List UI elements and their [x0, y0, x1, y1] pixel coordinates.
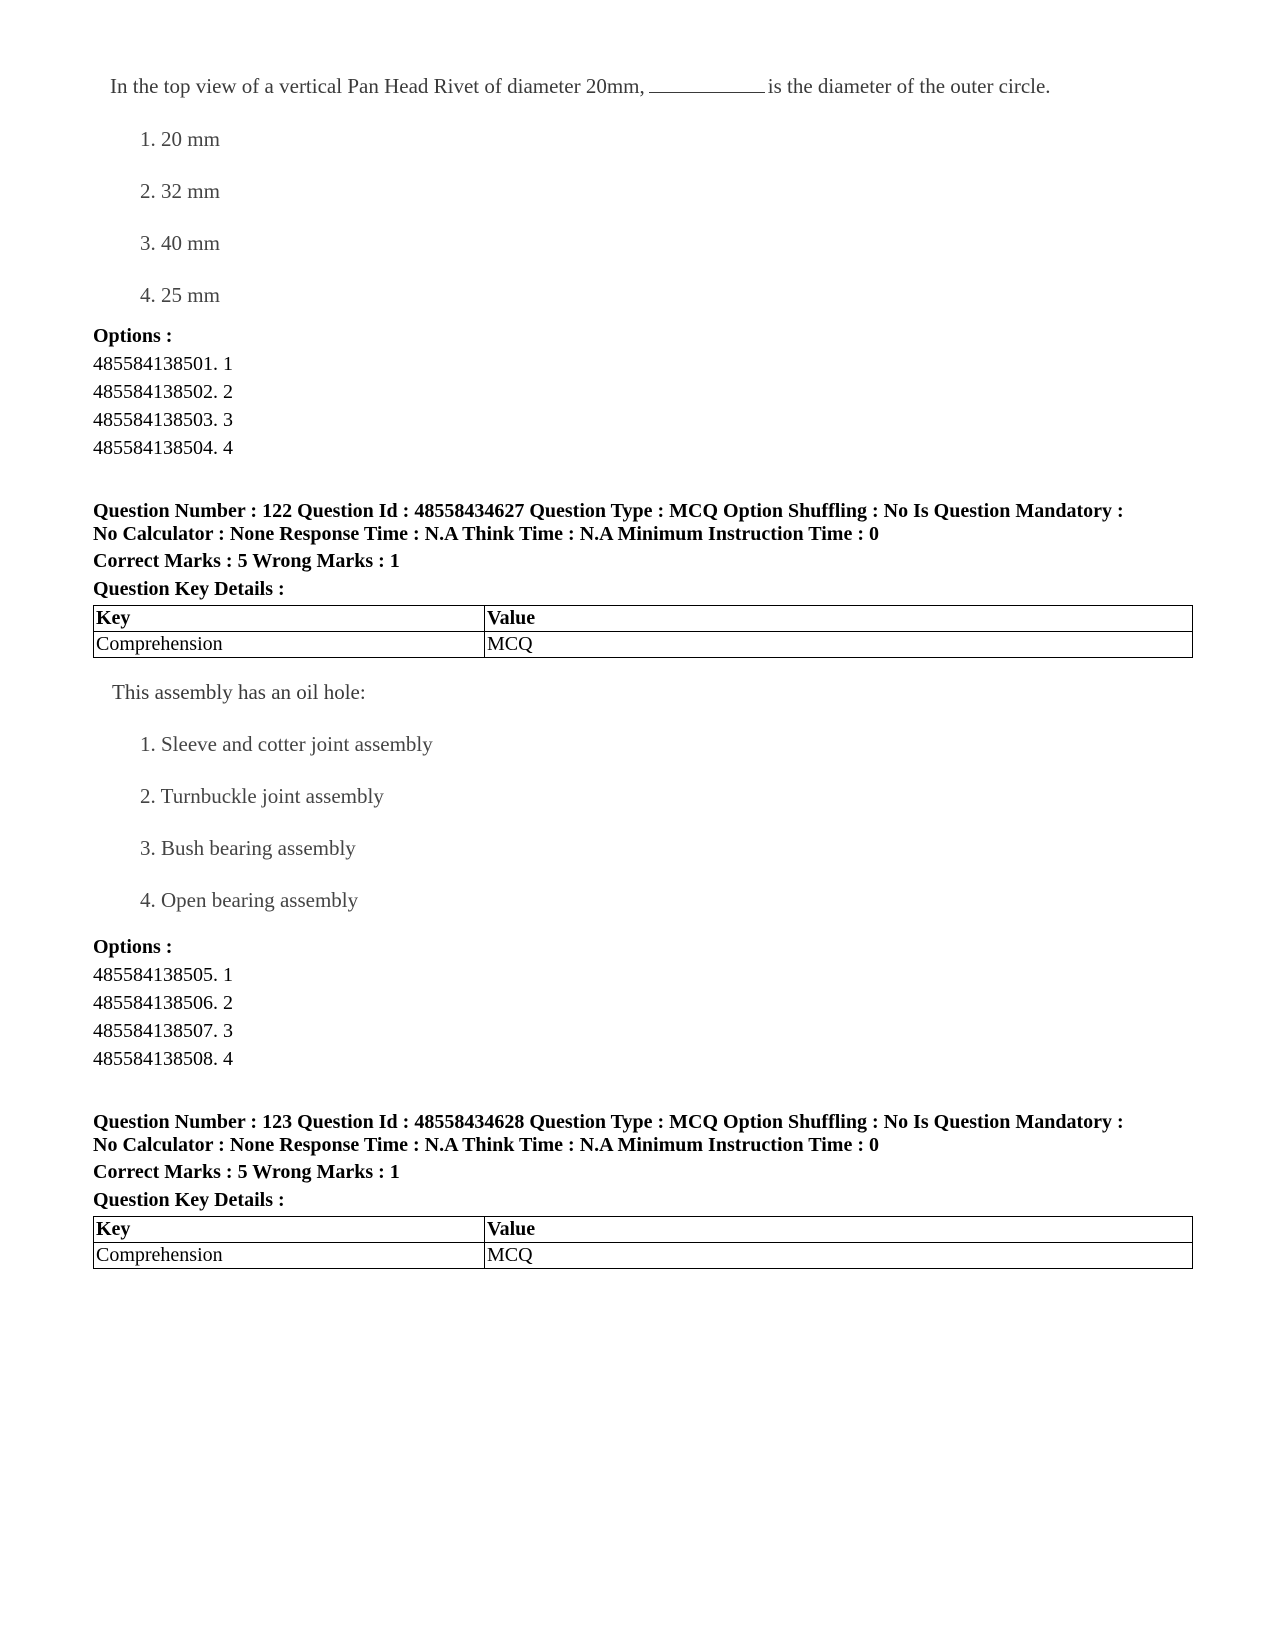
key-details-heading: Question Key Details : [93, 578, 285, 600]
options-heading: Options : [93, 936, 173, 958]
table-row [94, 1243, 1193, 1269]
choice-1: 1. Sleeve and cotter joint assembly [140, 732, 433, 756]
choice-3: 3. Bush bearing assembly [140, 836, 356, 860]
question-stem: This assembly has an oil hole: [112, 680, 366, 704]
question-meta-line2: No Calculator : None Response Time : N.A Think Time : N.A Minimum Instruction Time : 0 [93, 1134, 879, 1156]
question-meta [93, 500, 1193, 546]
options-heading: Options : [93, 325, 173, 347]
question-stem-part2: is the diameter of the outer circle. [767, 74, 1051, 98]
question-stem [110, 74, 1051, 99]
table-header-row [94, 1217, 1193, 1243]
option-id-2: 485584138502. 2 [93, 381, 233, 403]
answer-blank [649, 74, 765, 93]
question-meta [93, 1111, 1193, 1157]
table-cell-key: Comprehension [94, 632, 485, 658]
table-header-value: Value [485, 606, 1193, 632]
option-id-3: 485584138503. 3 [93, 409, 233, 431]
table-cell-value: MCQ [485, 632, 1193, 658]
table-cell-value: MCQ [485, 1243, 1193, 1269]
marks-line: Correct Marks : 5 Wrong Marks : 1 [93, 1161, 400, 1183]
option-id-3: 485584138507. 3 [93, 1020, 233, 1042]
option-id-1: 485584138505. 1 [93, 964, 233, 986]
table-header-row [94, 606, 1193, 632]
key-details-table [93, 1216, 1193, 1269]
question-meta-line1: Question Number : 122 Question Id : 48558434627 Question Type : MCQ Option Shuffling : No Is Question Mandatory : [93, 500, 1124, 522]
option-id-2: 485584138506. 2 [93, 992, 233, 1014]
table-header-value: Value [485, 1217, 1193, 1243]
table-header-key: Key [94, 1217, 485, 1243]
question-stem-part1: In the top view of a vertical Pan Head Rivet of diameter 20mm, [110, 74, 645, 98]
choice-4: 4. Open bearing assembly [140, 888, 359, 912]
table-row [94, 632, 1193, 658]
key-details-heading: Question Key Details : [93, 1189, 285, 1211]
choice-2: 2. Turnbuckle joint assembly [140, 784, 384, 808]
choice-3: 3. 40 mm [140, 231, 220, 255]
table-cell-key: Comprehension [94, 1243, 485, 1269]
table-header-key: Key [94, 606, 485, 632]
choice-4: 4. 25 mm [140, 283, 220, 307]
question-meta-line2: No Calculator : None Response Time : N.A Think Time : N.A Minimum Instruction Time : 0 [93, 523, 879, 545]
question-meta-line1: Question Number : 123 Question Id : 48558434628 Question Type : MCQ Option Shuffling : No Is Question Mandatory : [93, 1111, 1124, 1133]
choice-1: 1. 20 mm [140, 127, 220, 151]
marks-line: Correct Marks : 5 Wrong Marks : 1 [93, 550, 400, 572]
option-id-4: 485584138504. 4 [93, 437, 233, 459]
choice-2: 2. 32 mm [140, 179, 220, 203]
option-id-4: 485584138508. 4 [93, 1048, 233, 1070]
key-details-table [93, 605, 1193, 658]
option-id-1: 485584138501. 1 [93, 353, 233, 375]
